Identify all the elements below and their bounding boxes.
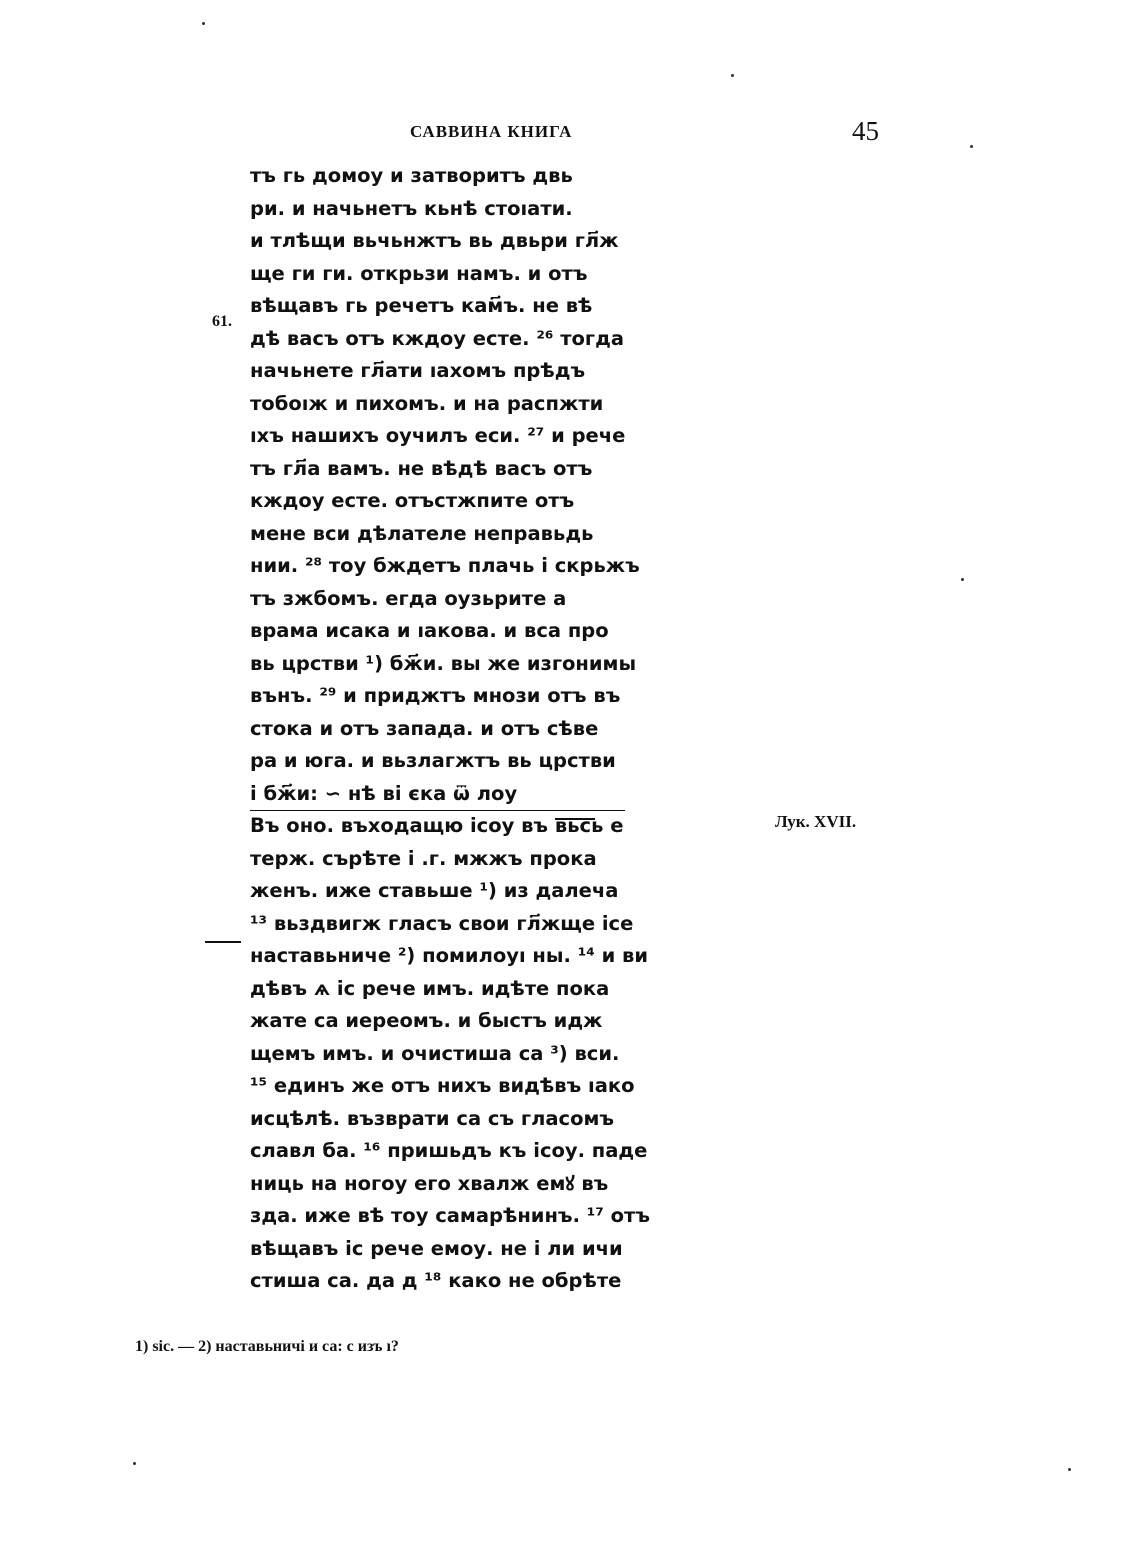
text-line: наставьниче ²) помилоуı ны. ¹⁴ и ви <box>250 944 649 967</box>
margin-dash <box>205 941 241 943</box>
footnote: 1) sic. — 2) наставьничі и са: с изъ ı? <box>135 1338 399 1355</box>
scan-speck <box>961 578 964 581</box>
text-line: славл ба. ¹⁶ пришьдъ къ ісоу. паде <box>250 1139 648 1162</box>
text-line: исцѣлѣ. възврати са съ гласомъ <box>250 1106 615 1130</box>
scan-speck <box>133 1462 136 1465</box>
text-line: щемъ имъ. и очистиша са ³) вси. <box>250 1041 620 1065</box>
text-line-section-start: Въ оно. въходащю ісоу въ вьсь е <box>250 810 680 843</box>
text-line: тъ гь домоу и затворитъ двь <box>250 164 573 187</box>
text-line: зда. иже вѣ тоу самарѣнинъ. ¹⁷ отъ <box>250 1204 650 1227</box>
text-line: вѣщавъ гь речетъ кам҃ъ. не вѣ <box>250 294 593 317</box>
text-line: ще ги ги. открьзи намъ. и отъ <box>250 261 588 285</box>
text-line: нии. ²⁸ тоу бждетъ плачь і скрьжъ <box>250 554 640 577</box>
scan-speck <box>1068 1468 1071 1471</box>
text-line: жате са иереомъ. и быстъ идж <box>250 1009 603 1032</box>
text-line: ¹³ вьздвигж гласъ свои гл҃жще ісе <box>250 911 634 935</box>
text-column <box>250 160 680 1298</box>
text-line: тъ зжбомъ. егда оузьрите а <box>250 586 567 610</box>
text-line: ıхъ нашихъ оучилъ еси. ²⁷ и рече <box>250 424 626 447</box>
text-line: вънъ. ²⁹ и приджтъ мнози отъ въ <box>250 684 621 707</box>
page-number: 45 <box>852 116 879 146</box>
text-line: ра и юга. и вьзлагжтъ вь црстви <box>250 749 616 772</box>
scan-speck <box>731 74 734 77</box>
text-line: начьнете гл҃ати ıахомъ прѣдъ <box>250 359 586 382</box>
text-line: тобоıж и пихомъ. и на распжти <box>250 391 604 415</box>
margin-reference: Лук. XVII. <box>775 812 857 831</box>
text-line: врама исака и ıакова. и вса про <box>250 619 609 642</box>
running-title: САВВИНА КНИГА <box>410 122 573 141</box>
text-line: дѣ васъ отъ кждоу есте. ²⁶ тогда <box>250 326 624 350</box>
margin-verse-number: 61. <box>212 313 232 330</box>
text-line: вѣщавъ іс рече емоу. не і ли ичи <box>250 1236 623 1260</box>
text-line: ри. и начьнетъ кьнѣ стоıати. <box>250 196 573 220</box>
text-line: тъ гл҃а вамъ. не вѣдѣ васъ отъ <box>250 456 593 480</box>
text-line: терж. сърѣте і .г. мжжъ прока <box>250 846 597 870</box>
scan-speck <box>970 145 973 148</box>
text-line: мене вси дѣлателе неправьдь <box>250 521 594 545</box>
text-line: и тлѣщи вьчьнжтъ вь двьри гл҃ж <box>250 229 619 252</box>
text-line: женъ. иже ставьше ¹) из далеча <box>250 879 619 902</box>
text-line: ниць на ногоу его хвалж емꙋ въ <box>250 1171 609 1195</box>
text-line: і бж҃и: ∽ нѣ ві єка ѿ лоу <box>250 781 518 805</box>
text-line: кждоу есте. отъстжпите отъ <box>250 489 575 512</box>
text-line: дѣвъ ѧ іс рече имъ. идѣте пока <box>250 976 610 1000</box>
text-line: стиша са. да д ¹⁸ како не обрѣте <box>250 1269 622 1292</box>
scan-speck <box>202 22 205 25</box>
text-line: вь црстви ¹) бж҃и. вы же изгонимы <box>250 651 637 675</box>
text-line: стока и отъ запада. и отъ сѣве <box>250 716 599 740</box>
text-line: ¹⁵ единъ же отъ нихъ видѣвъ ıако <box>250 1074 635 1097</box>
